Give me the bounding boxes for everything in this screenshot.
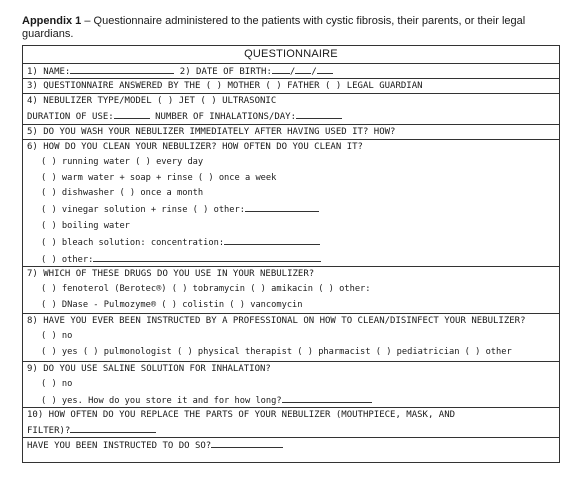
row-name-dob (23, 64, 559, 79)
answered-by-question: 3) QUESTIONNAIRE ANSWERED BY THE ( ) MOTHER ( ) FATHER ( ) LEGAL GUARDIAN (27, 81, 423, 91)
drugs-question: 7) WHICH OF THESE DRUGS DO YOU USE IN YOUR NEBULIZER? (27, 269, 315, 279)
questionnaire-title: QUESTIONNAIRE (23, 46, 559, 64)
row-wash-immediately (23, 125, 559, 140)
cleaning-option-bleach[interactable]: ( ) bleach solution: concentration: (27, 235, 559, 252)
dob-separator-1: / (289, 67, 296, 77)
duration-line (27, 109, 559, 125)
dob-day-blank[interactable] (272, 64, 290, 74)
vinegar-other-blank[interactable] (245, 202, 319, 212)
cleaning-option-boiling-water[interactable]: ( ) boiling water (41, 221, 130, 232)
appendix-label: Appendix 1 (22, 15, 82, 27)
duration-label: DURATION OF USE: (27, 111, 114, 122)
bleach-concentration-blank[interactable] (224, 235, 320, 245)
row-instructed-professional (23, 314, 559, 362)
wash-question: 5) DO YOU WASH YOUR NEBULIZER IMMEDIATELY AFTER HAVING USED IT? HOW? (27, 127, 396, 137)
row-instructed-replace (23, 438, 559, 454)
saline-storage-blank[interactable] (282, 393, 372, 403)
instructed-option-yes[interactable]: ( ) yes ( ) pulmonologist ( ) physical therapist ( ) pharmacist ( ) pediatrician ( ) other (41, 346, 512, 357)
duration-blank[interactable] (114, 109, 150, 119)
questionnaire-table (22, 45, 560, 463)
drugs-option-line-1[interactable]: ( ) fenoterol (Berotec®) ( ) tobramycin ( ) amikacin ( ) other: (41, 283, 371, 294)
instructed-replace-question: HAVE YOU BEEN INSTRUCTED TO DO SO? (27, 441, 212, 451)
row-replace-parts (23, 408, 559, 438)
name-label: 1) NAME: (27, 67, 71, 77)
dob-month-blank[interactable] (295, 64, 311, 74)
row-answered-by (23, 79, 559, 94)
replace-parts-question-line-1: 10) HOW OFTEN DO YOU REPLACE THE PARTS OF YOUR NEBULIZER (MOUTHPIECE, MASK, AND (27, 410, 456, 420)
appendix-caption-text: – Questionnaire administered to the patients with cystic fibrosis, their parents, or their legal guardians. (22, 15, 526, 40)
saline-option-yes[interactable]: ( ) yes. How do you store it and for how long? (27, 393, 559, 409)
name-blank[interactable] (70, 64, 174, 74)
drugs-option-line-2[interactable]: ( ) DNase - Pulmozyme® ( ) colistin ( ) vancomycin (41, 299, 303, 310)
cleaning-option-dishwasher[interactable]: ( ) dishwasher ( ) once a month (41, 188, 204, 199)
cleaning-option-running-water[interactable]: ( ) running water ( ) every day (41, 156, 204, 167)
dob-separator-2: / (311, 67, 317, 77)
cleaning-option-other[interactable]: ( ) other: (27, 252, 559, 267)
inhalations-label: NUMBER OF INHALATIONS/DAY: (155, 111, 297, 122)
row-nebulizer-type (23, 94, 559, 125)
saline-option-no[interactable]: ( ) no (41, 378, 73, 389)
row-drugs (23, 267, 559, 314)
dob-year-blank[interactable] (317, 64, 333, 74)
row-cleaning (23, 140, 559, 267)
dob-label: 2) DATE OF BIRTH: (179, 67, 272, 77)
instructed-replace-blank[interactable] (211, 438, 283, 448)
cleaning-option-warm-water[interactable]: ( ) warm water + soap + rinse ( ) once a week (41, 172, 277, 183)
row-saline (23, 362, 559, 408)
cleaning-other-blank[interactable] (93, 252, 321, 262)
replace-parts-question-line-2: FILTER)? (27, 423, 559, 438)
inhalations-blank[interactable] (296, 109, 342, 119)
nebulizer-type-question: 4) NEBULIZER TYPE/MODEL ( ) JET ( ) ULTRASONIC (27, 96, 277, 106)
appendix-caption (22, 15, 562, 41)
instructed-option-no[interactable]: ( ) no (41, 330, 73, 341)
cleaning-question: 6) HOW DO YOU CLEAN YOUR NEBULIZER? HOW OFTEN DO YOU CLEAN IT? (27, 142, 363, 152)
saline-question: 9) DO YOU USE SALINE SOLUTION FOR INHALATION? (27, 364, 271, 374)
instructed-question: 8) HAVE YOU EVER BEEN INSTRUCTED BY A PROFESSIONAL ON HOW TO CLEAN/DISINFECT YOUR NEBULIZER? (27, 316, 526, 326)
cleaning-option-vinegar[interactable]: ( ) vinegar solution + rinse ( ) other: (27, 202, 559, 219)
replace-parts-blank[interactable] (70, 423, 156, 433)
